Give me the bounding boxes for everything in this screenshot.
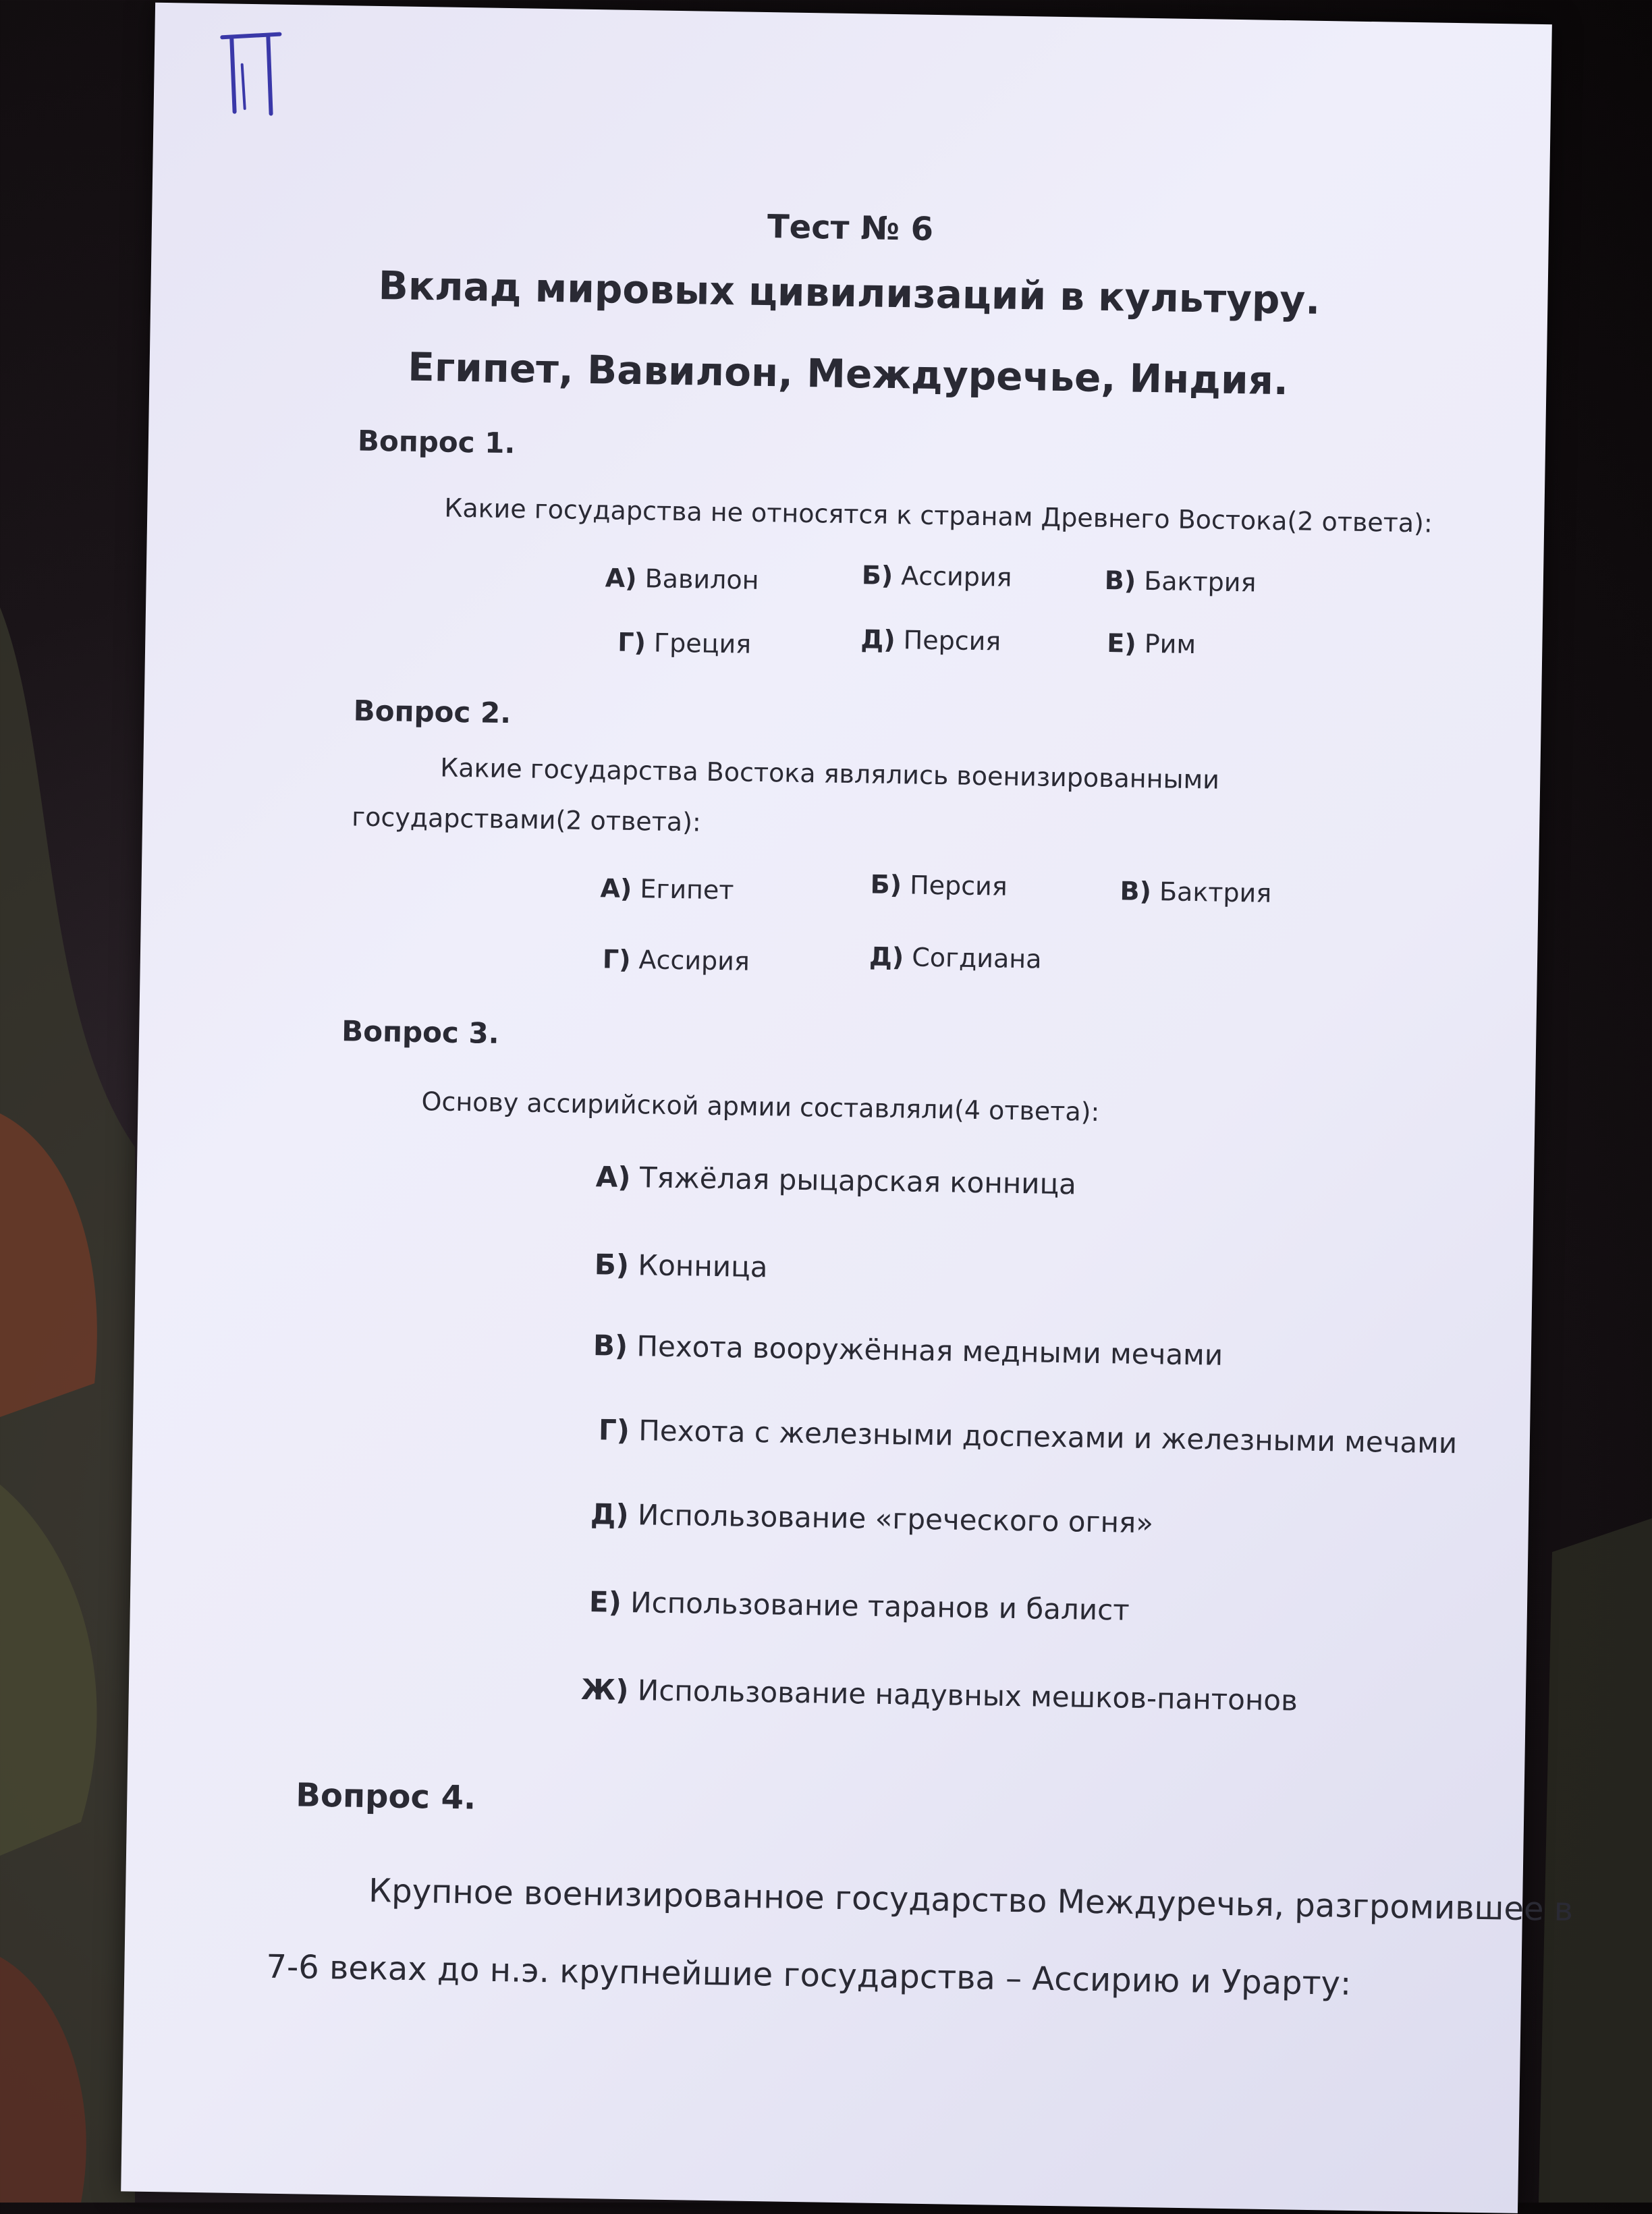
option-text: Бактрия: [1159, 877, 1272, 908]
option-letter: А): [605, 563, 637, 594]
option-letter: А): [600, 873, 632, 904]
question-4-text-line-2: 7-6 веках до н.э. крупнейшие государства – Ассирию и Урарту:: [265, 1947, 1352, 2003]
option-letter: А): [595, 1160, 631, 1194]
option-letter: Г): [598, 1413, 630, 1447]
question-2-option-b[interactable]: [870, 870, 1008, 902]
option-letter: Е): [1107, 628, 1137, 659]
option-letter: В): [593, 1329, 628, 1362]
question-2-text-line-2: государствами(2 ответа):: [351, 802, 702, 837]
option-text: Египет: [640, 874, 734, 906]
option-text: Вавилон: [644, 563, 759, 595]
question-3-option-c[interactable]: [593, 1329, 1223, 1372]
option-text: Персия: [909, 870, 1008, 902]
option-text: Пехота вооружённая медными мечами: [636, 1329, 1223, 1372]
question-2-option-a[interactable]: [600, 873, 734, 905]
option-letter: Д): [860, 624, 896, 655]
question-2-option-c[interactable]: [1120, 876, 1271, 908]
question-2-text-line-1: Какие государства Востока являлись военизированными: [440, 752, 1220, 795]
title-line-1: Вклад мировых цивилизаций в культуру.: [378, 262, 1321, 323]
option-letter: Д): [869, 941, 904, 972]
option-text: Рим: [1144, 628, 1196, 660]
question-3-option-a[interactable]: [595, 1160, 1076, 1200]
question-3-option-f[interactable]: [589, 1585, 1130, 1627]
option-letter: Е): [588, 1585, 622, 1619]
option-letter: Ж): [580, 1672, 629, 1707]
option-text: Ассирия: [638, 945, 750, 976]
option-letter: Г): [602, 944, 631, 974]
option-text: Бактрия: [1143, 565, 1257, 598]
question-2-heading: Вопрос 2.: [353, 694, 512, 730]
title-line-2: Египет, Вавилон, Междуречье, Индия.: [407, 343, 1289, 404]
question-4-text-line-1: Крупное военизированное государство Междуречья, разгромившее в: [368, 1872, 1574, 1929]
option-text: Конница: [638, 1248, 768, 1284]
option-text: Использование таранов и балист: [630, 1586, 1130, 1627]
question-3-option-b[interactable]: [594, 1248, 767, 1283]
option-text: Пехота с железными доспехами и железными мечами: [638, 1414, 1458, 1460]
question-1-option-c[interactable]: [1105, 565, 1257, 598]
question-3-option-e[interactable]: [590, 1497, 1154, 1539]
option-text: Ассирия: [901, 561, 1012, 592]
test-number: Тест № 6: [767, 208, 934, 248]
option-letter: В): [1104, 565, 1136, 596]
option-letter: Б): [861, 560, 893, 591]
question-3-heading: Вопрос 3.: [341, 1014, 500, 1050]
option-letter: Б): [870, 869, 902, 900]
question-3-option-g[interactable]: [581, 1673, 1298, 1717]
question-2-option-e[interactable]: [869, 942, 1042, 974]
option-text: Использование надувных мешков-пантонов: [637, 1673, 1298, 1717]
question-1-option-f[interactable]: [1107, 628, 1196, 659]
option-text: Персия: [903, 625, 1001, 657]
option-text: Использование «греческого огня»: [637, 1498, 1154, 1540]
question-1-option-d[interactable]: [617, 628, 751, 659]
option-text: Тяжёлая рыцарская конница: [639, 1161, 1077, 1201]
option-letter: Д): [590, 1497, 630, 1532]
question-1-heading: Вопрос 1.: [357, 424, 516, 460]
question-3-option-d[interactable]: [599, 1413, 1458, 1460]
question-1-option-a[interactable]: [605, 563, 759, 595]
question-1-option-b[interactable]: [862, 560, 1012, 592]
test-paper-sheet: [121, 3, 1574, 2213]
option-letter: В): [1120, 876, 1152, 907]
option-text: Греция: [653, 628, 752, 659]
question-4-heading: Вопрос 4.: [295, 1776, 476, 1817]
question-1-text: Какие государства не относятся к странам Древнего Востока(2 ответа):: [444, 493, 1433, 538]
option-letter: Г): [617, 627, 646, 658]
handwritten-mark: [214, 24, 290, 126]
question-3-text: Основу ассирийской армии составляли(4 ответа):: [421, 1086, 1100, 1127]
question-1-option-e[interactable]: [860, 624, 1001, 656]
question-2-option-d[interactable]: [603, 944, 750, 976]
option-text: Согдиана: [912, 942, 1042, 974]
option-letter: Б): [594, 1248, 630, 1281]
